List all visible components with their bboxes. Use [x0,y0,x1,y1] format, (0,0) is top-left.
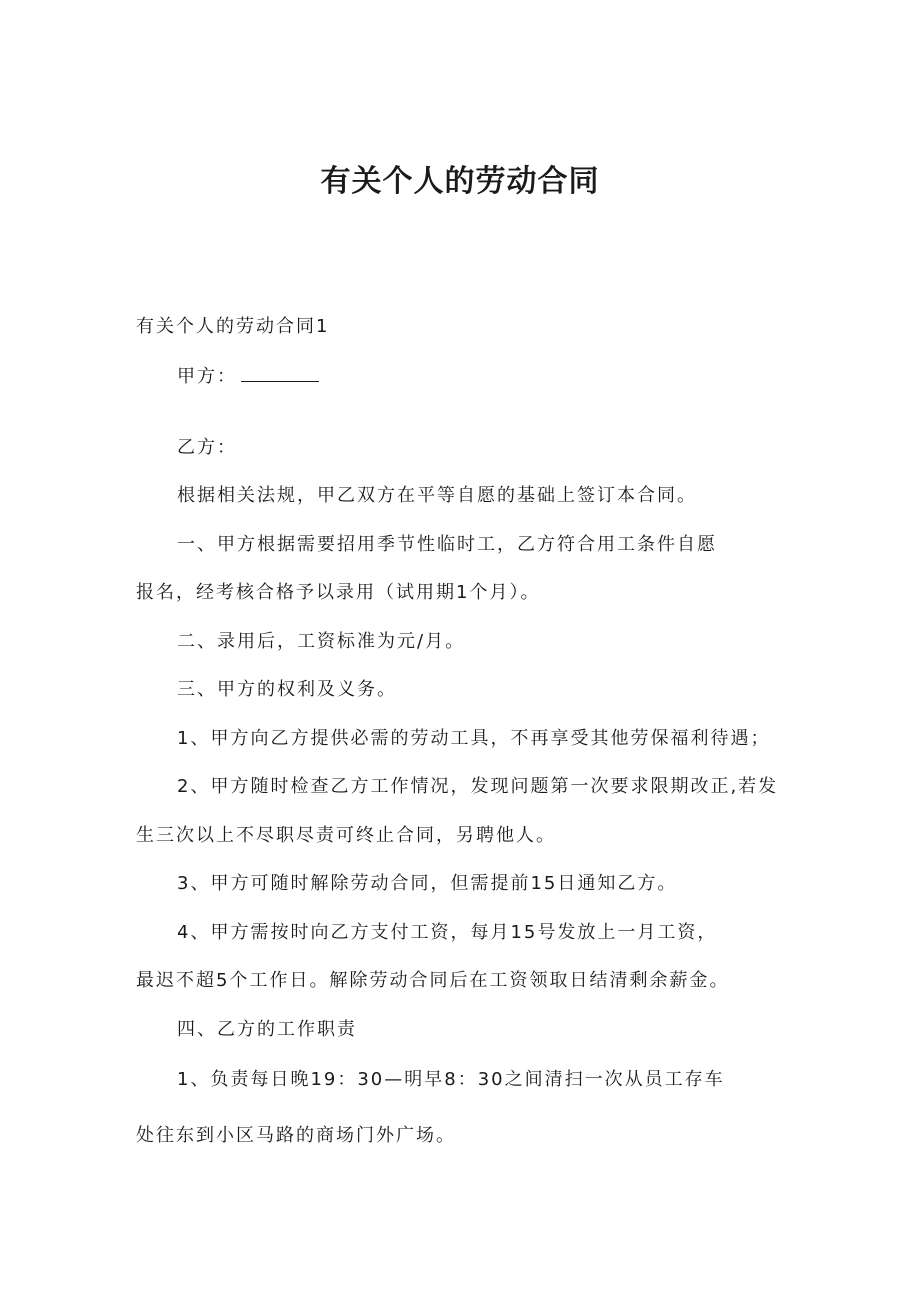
clause3-heading: 三、甲方的权利及义务。 [177,679,397,700]
clause2: 二、录用后，工资标准为元/月。 [177,631,466,652]
clause3-item4-line1: 4、甲方需按时向乙方支付工资，每月15号发放上一月工资， [177,922,718,943]
party-a-label: 甲方： [177,366,237,387]
clause3-item4-line2: 最迟不超5个工作日。解除劳动合同后在工资领取日结清剩余薪金。 [136,970,730,991]
section-heading: 有关个人的劳动合同1 [136,316,330,337]
clause4-heading: 四、乙方的工作职责 [177,1019,357,1040]
document-title: 有关个人的劳动合同 [320,164,600,199]
party-a-line [177,361,319,391]
clause1-line1: 一、甲方根据需要招用季节性临时工，乙方符合用工条件自愿 [177,534,717,555]
clause4-item1-line2: 处往东到小区马路的商场门外广场。 [136,1125,456,1146]
party-b-label: 乙方： [177,437,237,458]
intro-paragraph: 根据相关法规，甲乙双方在平等自愿的基础上签订本合同。 [177,485,697,506]
clause1-line2: 报名，经考核合格予以录用（试用期1个月）。 [136,582,541,603]
clause3-item2-line2: 生三次以上不尽职尽责可终止合同，另聘他人。 [136,825,556,846]
clause3-item1: 1、甲方向乙方提供必需的劳动工具，不再享受其他劳保福利待遇； [177,728,771,749]
clause3-item3: 3、甲方可随时解除劳动合同，但需提前15日通知乙方。 [177,873,678,894]
clause3-item2-line1: 2、甲方随时检查乙方工作情况，发现问题第一次要求限期改正,若发 [177,776,779,797]
clause4-item1-line1: 1、负责每日晚19：30—明早8：30之间清扫一次从员工存车 [177,1069,725,1090]
party-a-blank [241,361,319,382]
